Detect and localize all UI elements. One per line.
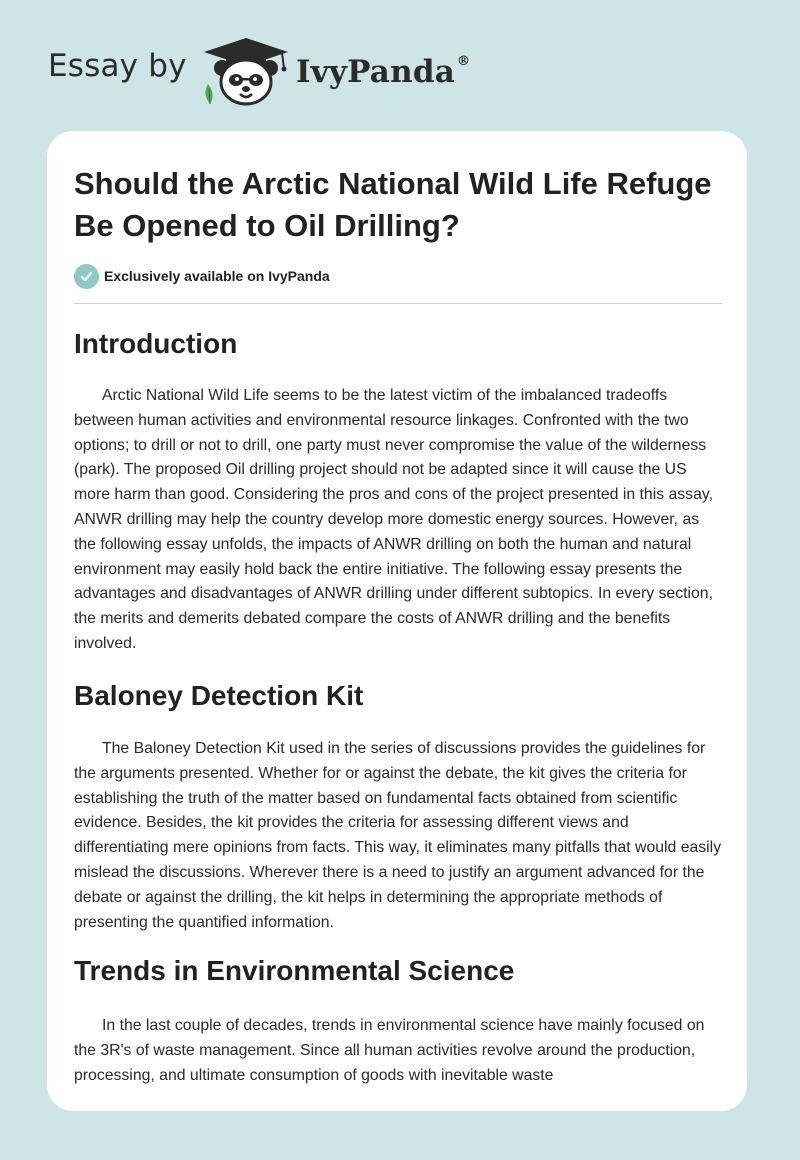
section-paragraph-baloney-detection-kit: The Baloney Detection Kit used in the series of discussions provides the guidelines for the arguments presented. Whether for or against the debate, the kit gives the criteria for establishing the truth of the matter based on fundamental facts obtained from scientific evidence. Besides, the kit provides the criteria for assessing different views and differentiating mere opinions from facts. This way, it eliminates many pitfalls that would easily mislead the discussions. Wherever there is a need to justify an argument advanced for the debate or against the drilling, the kit helps in determining the appropriate methods of presenting the quantified information. xyxy=(74,740,722,931)
brand-prefix: Essay by xyxy=(48,48,187,84)
page-title: Should the Arctic National Wild Life Refuge Be Opened to Oil Drilling? xyxy=(74,166,712,243)
section-paragraph-introduction: Arctic National Wild Life seems to be the latest victim of the imbalanced tradeoffs between human activities and environmental resource linkages. Confronted with the two options; to drill or not to drill, one party must never compromise the value of the wilderness (park). The proposed Oil drilling project should not be adapted since it will cause the US more harm than good. Considering the pros and cons of the project presented in this assay, ANWR drilling may help the country develop more domestic energy sources. However, as the following essay unfolds, the impacts of ANWR drilling on both the human and natural environment may easily hold back the entire initiative. The following essay presents the advantages and disadvantages of ANWR drilling under different subtopics. In every section, the merits and demerits debated compare the costs of ANWR drilling and the benefits involved. xyxy=(74,387,713,652)
section-paragraph-trends-in-environmental-science: In the last couple of decades, trends in environmental science have mainly focused on the 3R's of waste management. Since all human activities revolve around the production, processing, and ultimate consumption of goods with inevitable waste xyxy=(74,1017,705,1084)
exclusive-label: Exclusively available on IvyPanda xyxy=(104,268,330,284)
section-heading-trends-in-environmental-science: Trends in Environmental Science xyxy=(74,955,515,986)
brand-name[interactable]: IvyPanda ® xyxy=(296,54,471,90)
check-icon xyxy=(74,264,99,289)
site-header xyxy=(0,0,800,120)
divider xyxy=(74,303,722,304)
exclusive-badge xyxy=(74,263,330,289)
section-heading-baloney-detection-kit: Baloney Detection Kit xyxy=(74,680,364,711)
section-heading-introduction: Introduction xyxy=(74,328,238,359)
essay-card xyxy=(47,131,747,1111)
registered-mark: ® xyxy=(457,54,471,69)
panda-logo-icon[interactable] xyxy=(200,36,292,108)
